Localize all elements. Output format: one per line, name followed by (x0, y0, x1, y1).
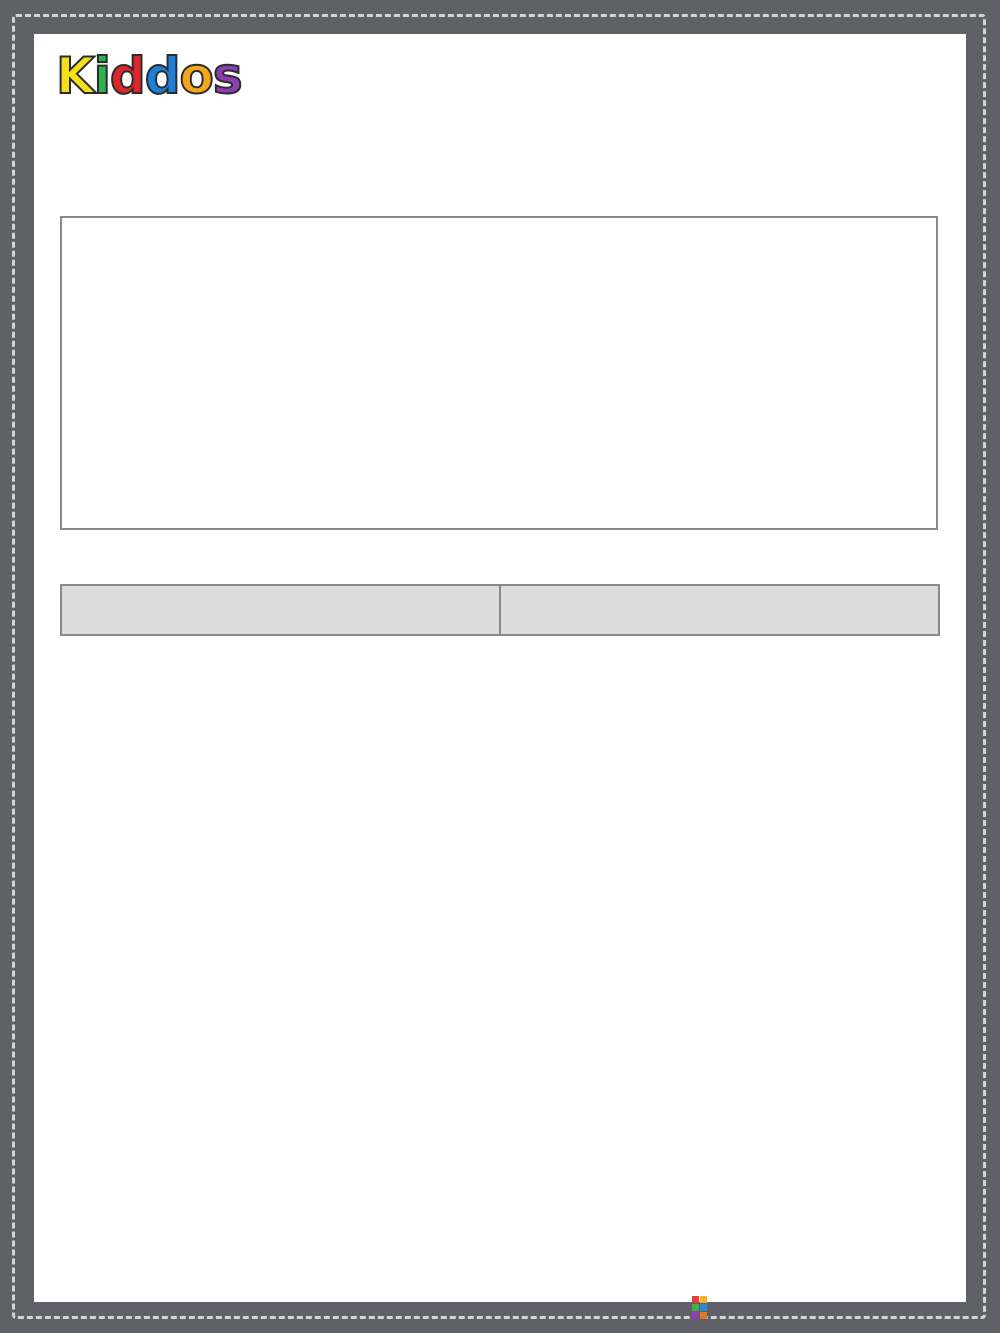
answer-bank (60, 216, 938, 530)
logo-letter: i (93, 47, 110, 105)
kiddos-logo (56, 48, 266, 126)
questions-header (61, 585, 500, 635)
qa-table (60, 584, 940, 636)
logo-letter: d (144, 47, 180, 105)
logo-letter: K (56, 47, 94, 105)
logo-letter: s (212, 47, 242, 105)
liveworksheets-icon (692, 1296, 716, 1320)
logo-letter: o (179, 47, 213, 105)
logo-letters (56, 48, 266, 104)
logo-letter: d (109, 47, 145, 105)
answers-header (500, 585, 939, 635)
